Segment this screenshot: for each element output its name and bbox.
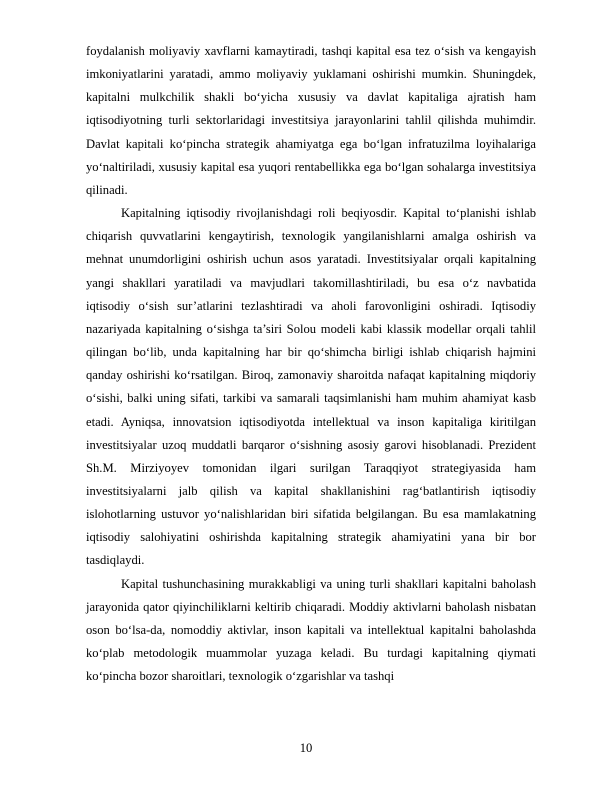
paragraph-capital-role: Kapitalning iqtisodiy rivojlanishdagi roli beqiyosdir. Kapital to‘planishi ishlab chiqarish quvvatlarini kengaytirish, texnologik yangilanishlarni amalga oshirish va mehnat unumdorligini oshirish uchun asos yaratadi. Investitsiyalar orqali kapitalning yangi shakllari yaratiladi va mavjudlari takomillashtiriladi, bu esa o‘z navbatida iqtisodiy o‘sish sur’atlarini tezlashtiradi va aholi farovonligini oshiradi. Iqtisodiy nazariyada kapitalning o‘sishga ta’siri Solou modeli kabi klassik modellar orqali tahlil qilingan bo‘lib, unda kapitalning har bir qo‘shimcha birligi ishlab chiqarish hajmini qanday oshirishi ko‘rsatilgan. Biroq, zamonaviy sharoitda nafaqat kapitalning miqdoriy o‘sishi, balki uning sifati, tarkibi va samarali taqsimlanishi ham muhim ahamiyat kasb etadi. Ayniqsa, innovatsion iqtisodiyotda intellektual va inson kapitaliga kiritilgan investitsiyalar uzoq muddatli barqaror o‘sishning asosiy garovi hisoblanadi. Prezident Sh.M. Mirziyoyev tomonidan ilgari surilgan Taraqqiyot strategiyasida ham investitsiyalarni jalb qilish va kapital shakllanishini rag‘batlantirish iqtisodiy islohotlarning ustuvor yo‘nalishlaridan biri sifatida belgilangan. Bu esa mamlakatning iqtisodiy salohiyatini oshirishda kapitalning strategik ahamiyatini yana bir bor tasdiqlaydi. (86, 206, 536, 568)
document-body (86, 40, 536, 688)
page-number: 10 (299, 741, 313, 755)
paragraph-capital-valuation: Kapital tushunchasining murakkabligi va uning turli shakllari kapitalni baholash jarayonida qator qiyinchiliklarni keltirib chiqaradi. Moddiy aktivlarni baholash nisbatan oson bo‘lsa-da, nomoddiy aktivlar, inson kapitali va intellektual kapitalni baholashda ko‘plab metodologik muammolar yuzaga keladi. Bu turdagi kapitalning qiymati ko‘pincha bozor sharoitlari, texnologik o‘zgarishlar va tashqi (86, 576, 536, 684)
paragraph-continuation: foydalanish moliyaviy xavflarni kamaytiradi, tashqi kapital esa tez o‘sish va kengayish imkoniyatlarini yaratadi, ammo moliyaviy yuklamani oshirishi mumkin. Shuningdek, kapitalni mulkchilik shakli bo‘yicha xususiy va davlat kapitaliga ajratish ham iqtisodiyotning turli sektorlaridagi investitsiya jarayonlarini tahlil qilishda muhimdir. Davlat kapitali ko‘pincha strategik ahamiyatga ega bo‘lgan infratuzilma loyihalariga yo‘naltiriladi, xususiy kapital esa yuqori rentabellikka ega bo‘lgan sohalarga investitsiya qilinadi. (86, 44, 536, 197)
